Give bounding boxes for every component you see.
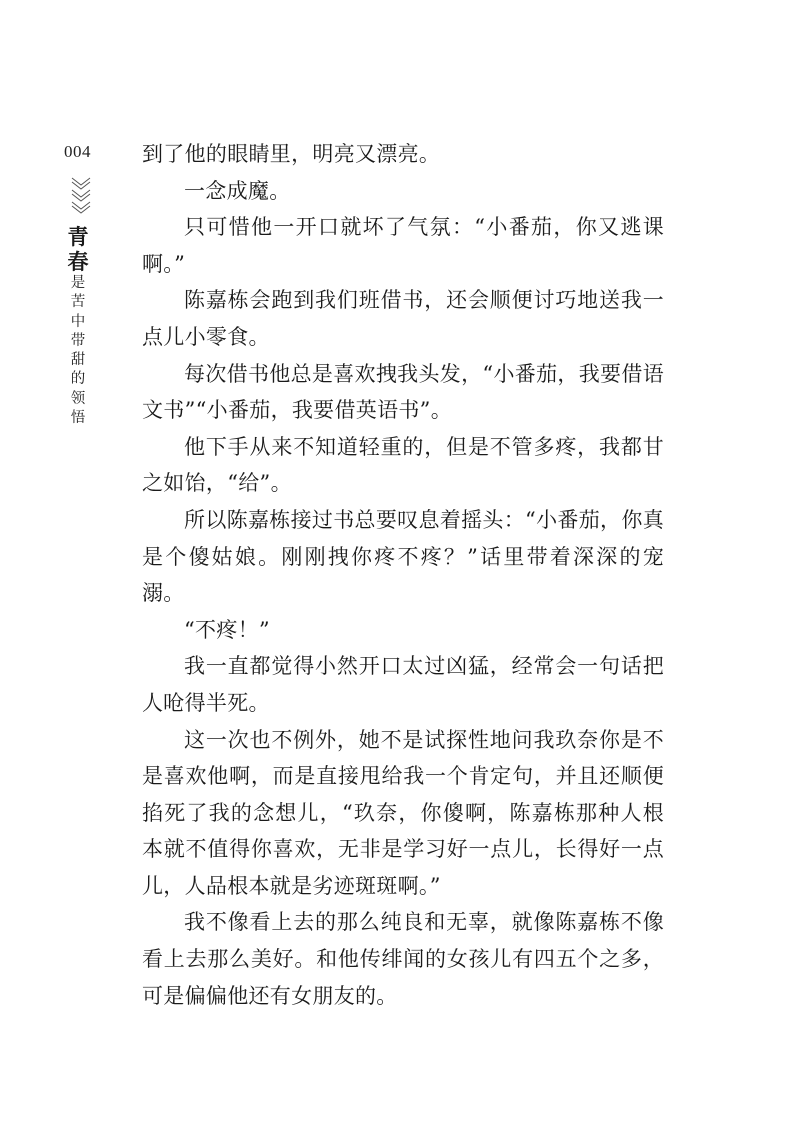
paragraph: “不疼！”: [184, 617, 270, 642]
book-title-char: 是: [70, 275, 86, 291]
chevron-down-icon: [70, 176, 92, 216]
paragraph: 每次借书他总是喜欢拽我头发，“小番茄，我要借语文书”“小番茄，我要借英语书”。: [142, 361, 664, 423]
book-title-char: 的: [70, 371, 86, 388]
book-title-char: 苦: [70, 294, 86, 311]
paragraph: 陈嘉栋会跑到我们班借书，还会顺便讨巧地送我一点儿小零食。: [142, 288, 664, 349]
book-title-char: 中: [70, 313, 86, 330]
paragraph: 我一直都觉得小然开口太过凶猛，经常会一句话把人呛得半死。: [142, 654, 664, 715]
paragraph: 他下手从来不知道轻重的，但是不管多疼，我都甘之如饴，“给”。: [142, 434, 664, 496]
book-title-vertical: [66, 224, 90, 428]
page-number: 004: [64, 142, 91, 161]
book-title-char: 悟: [70, 410, 86, 427]
paragraph: 一念成魔。: [184, 178, 291, 203]
book-title-char: 青: [67, 224, 89, 249]
paragraph: 这一次也不例外，她不是试探性地问我玖奈你是不是喜欢他啊，而是直接甩给我一个肯定句，并且还顺便掐死了我的念想儿，“玖奈，你傻啊，陈嘉栋那种人根本就不值得你喜欢，无非是学习好一点儿，长得好一点儿，人品根本就是劣迹斑斑啊。”: [142, 727, 664, 898]
book-title-char: 春: [67, 249, 89, 274]
book-title-char: 领: [70, 390, 86, 407]
body-text: [142, 136, 664, 1014]
paragraph: 所以陈嘉栋接过书总要叹息着摇头：“小番茄，你真是个傻姑娘。刚刚拽你疼不疼？”话里带着深深的宠溺。: [142, 507, 664, 606]
paragraph: 只可惜他一开口就坏了气氛：“小番茄，你又逃课啊。”: [142, 215, 664, 276]
paragraph: 到了他的眼睛里，明亮又漂亮。: [142, 142, 441, 166]
book-title-char: 带: [70, 332, 86, 349]
paragraph: 我不像看上去的那么纯良和无辜，就像陈嘉栋不像看上去那么美好。和他传绯闻的女孩儿有四五个之多，可是偏偏他还有女朋友的。: [142, 910, 664, 1008]
book-title-char: 甜: [70, 352, 86, 369]
